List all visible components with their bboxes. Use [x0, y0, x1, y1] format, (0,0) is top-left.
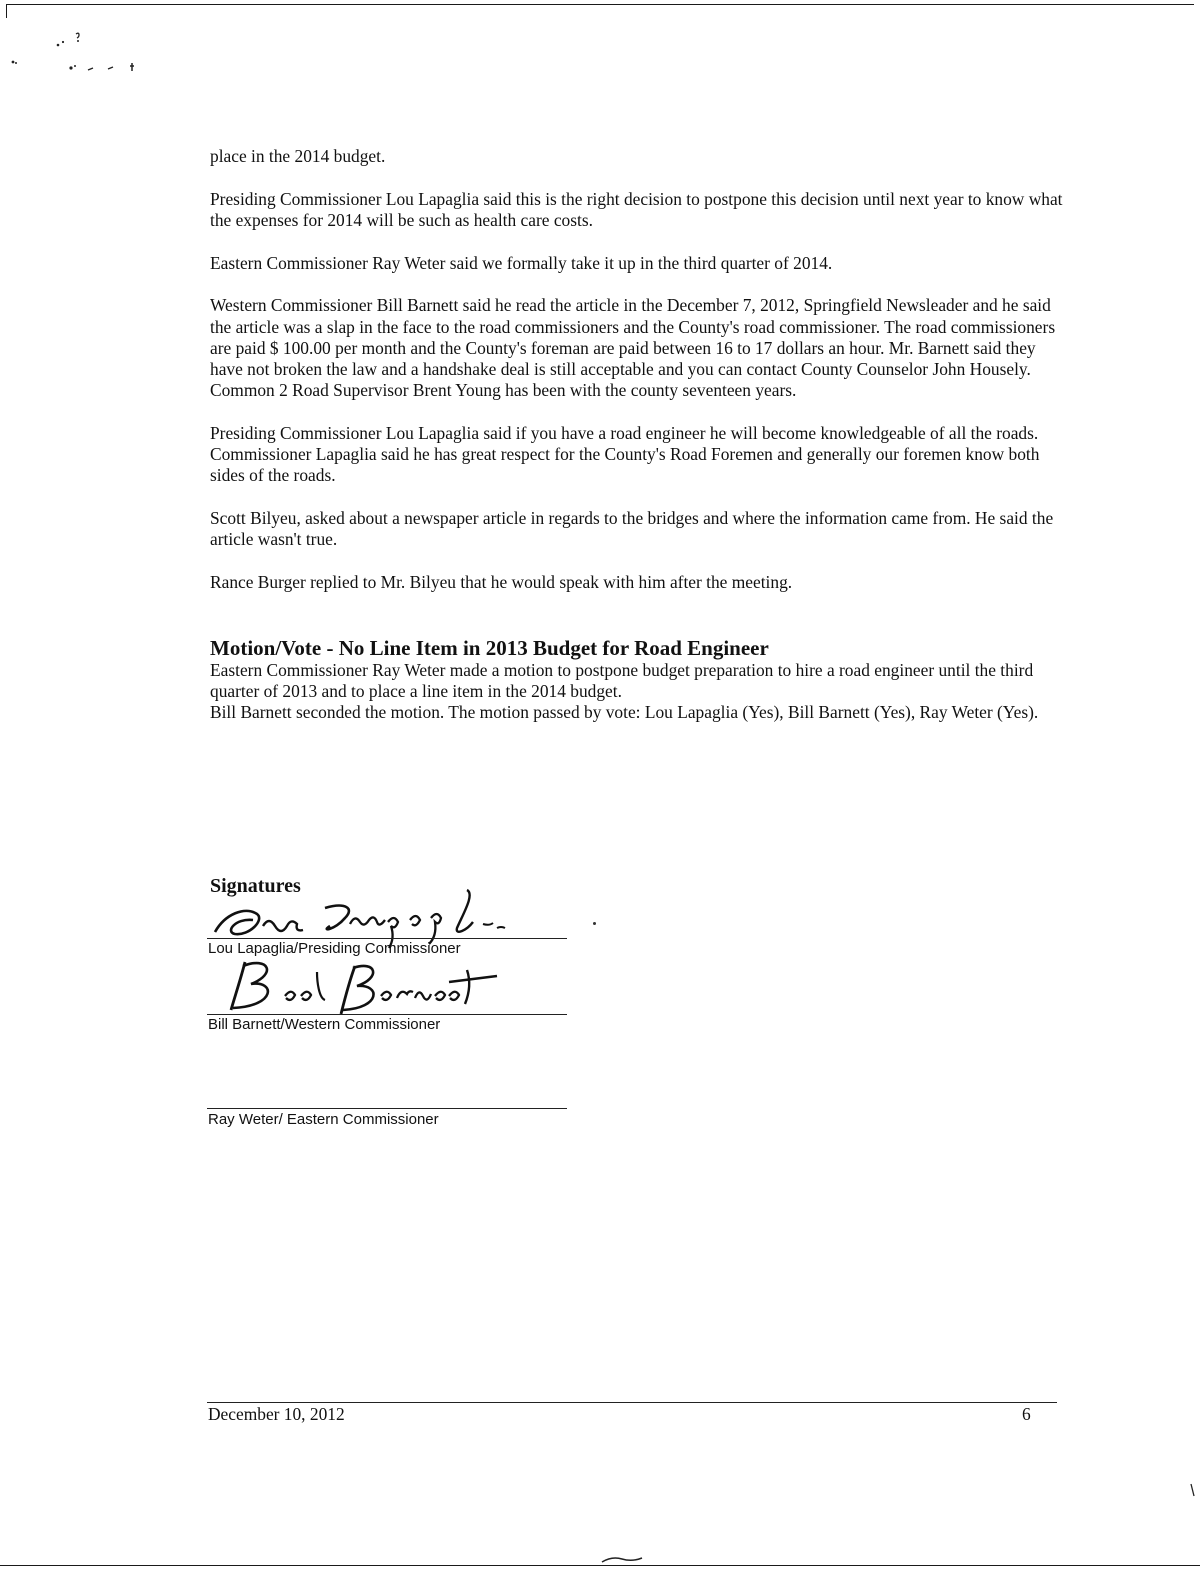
scan-mark [600, 1554, 644, 1566]
scan-specks [0, 25, 160, 85]
body-paragraph: Presiding Commissioner Lou Lapaglia said if you have a road engineer he will become knowledgeable of all the roads. Commissioner Lapaglia said he has great respect for the County's Road Foremen and generally our foremen know both sides of the roads. [210, 422, 1040, 486]
footer-rule [207, 1402, 1057, 1403]
document-body [210, 146, 1070, 723]
footer-date: December 10, 2012 [208, 1404, 345, 1424]
signature-line [207, 1108, 567, 1109]
signature-caption-weter: Ray Weter/ Eastern Commissioner [208, 1111, 439, 1128]
signature-line [207, 1014, 567, 1015]
scan-border-top [6, 4, 1194, 5]
signature-caption-barnett: Bill Barnett/Western Commissioner [208, 1016, 441, 1033]
body-paragraph: Western Commissioner Bill Barnett said he read the article in the December 7, 2012, Springfield Newsleader and he said the article was a slap in the face to the road commissioners and the County's road commissioner. The road commissioners are paid $ 100.00 per month and the County's foreman are paid between 16 to 17 dollars an hour. Mr. Barnett said they have not broken the law and a handshake deal is still acceptable and you can contact County Counselor John Housely. Common 2 Road Supervisor Brent Young has been with the county seventeen years. [210, 295, 1056, 401]
signatures-label: Signatures [210, 875, 301, 897]
body-paragraph: Presiding Commissioner Lou Lapaglia said this is the right decision to postpone this decision until next year to know what the expenses for 2014 will be such as health care costs. [210, 188, 1063, 230]
motion-heading: Motion/Vote - No Line Item in 2013 Budget for Road Engineer [210, 635, 769, 660]
spacer [210, 615, 1070, 636]
motion-text: Eastern Commissioner Ray Weter made a motion to postpone budget preparation to hire a road engineer until the third quarter of 2013 and to place a line item in the 2014 budget. [210, 659, 1034, 701]
body-paragraph: Rance Burger replied to Mr. Bilyeu that he would speak with him after the meeting. [210, 571, 793, 592]
scan-border-left [6, 4, 7, 18]
scan-speck [593, 922, 596, 925]
body-paragraph: Eastern Commissioner Ray Weter said we formally take it up in the third quarter of 2014. [210, 252, 833, 273]
signature-caption-lapaglia: Lou Lapaglia/Presiding Commissioner [208, 940, 461, 957]
body-paragraph: place in the 2014 budget. [210, 146, 386, 166]
body-paragraph: Scott Bilyeu, asked about a newspaper article in regards to the bridges and where the information came from. He said the article wasn't true. [210, 507, 1054, 550]
signature-line [207, 938, 567, 939]
page-number: 6 [1022, 1404, 1031, 1424]
vote-text: Bill Barnett seconded the motion. The motion passed by vote: Lou Lapaglia (Yes), Bill Barnett (Yes), Ray Weter (Yes). [210, 701, 1039, 722]
scan-mark [1188, 1482, 1198, 1502]
